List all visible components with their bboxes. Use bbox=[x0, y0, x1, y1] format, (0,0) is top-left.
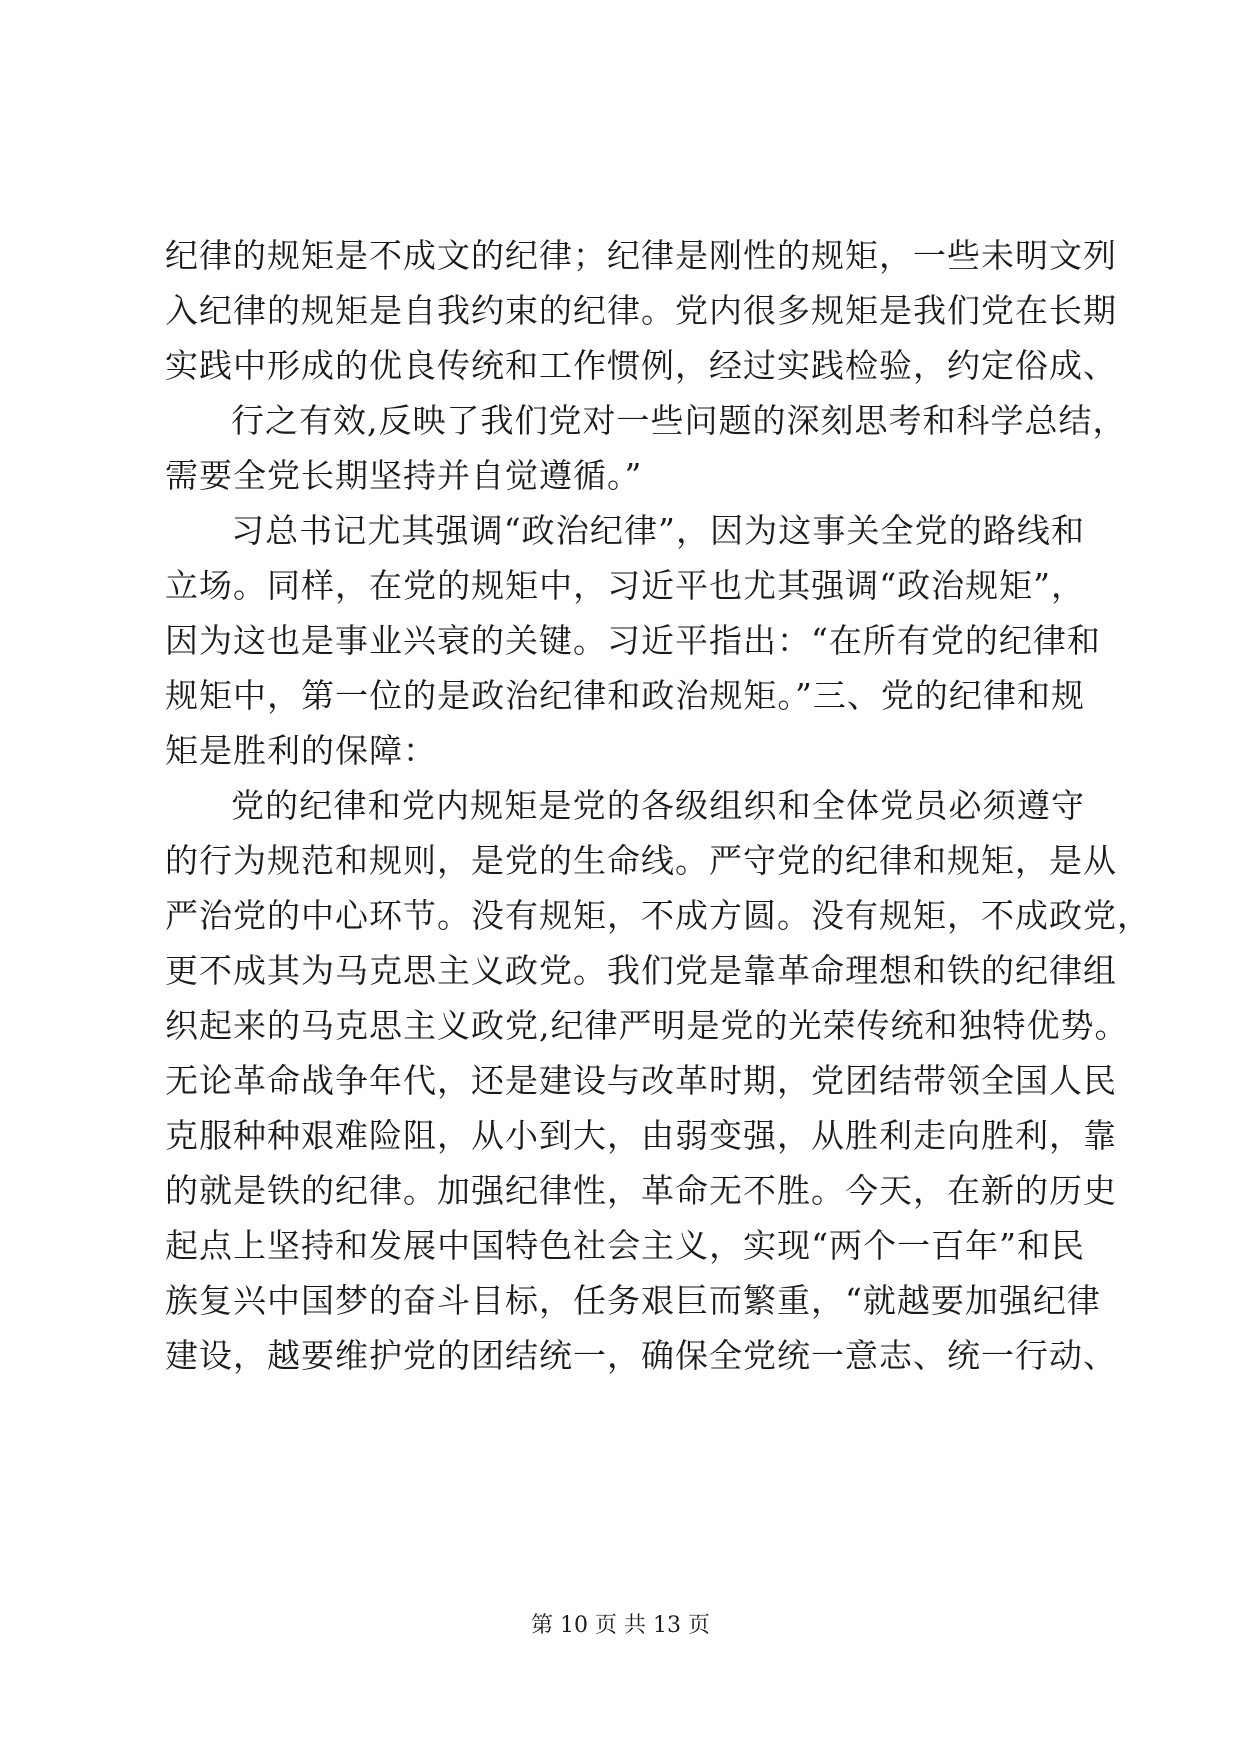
text-line: 规矩中，第一位的是政治纪律和政治规矩。”三、党的纪律和规 bbox=[165, 676, 1085, 715]
text-line: 需要全党长期坚持并自觉遵循。” bbox=[165, 456, 643, 495]
text-line: 无论革命战争年代，还是建设与改革时期，党团结带领全国人民 bbox=[165, 1061, 1117, 1100]
text-line: 的行为规范和规则，是党的生命线。严守党的纪律和规矩，是从 bbox=[165, 841, 1117, 880]
text-line: 起点上坚持和发展中国特色社会主义，实现“两个一百年”和民 bbox=[165, 1226, 1085, 1265]
text-line: 织起来的马克思主义政党,纪律严明是党的光荣传统和独特优势。 bbox=[165, 1006, 1129, 1045]
document-body bbox=[165, 228, 1151, 1383]
text-line: 立场。同样，在党的规矩中，习近平也尤其强调“政治规矩”， bbox=[165, 566, 1085, 605]
text-line: 矩是胜利的保障： bbox=[165, 731, 437, 770]
text-line: 严治党的中心环节。没有规矩，不成方圆。没有规矩，不成政党， bbox=[165, 896, 1151, 935]
text-line: 更不成其为马克思主义政党。我们党是靠革命理想和铁的纪律组 bbox=[165, 951, 1117, 990]
text-line: 建设，越要维护党的团结统一，确保全党统一意志、统一行动、 bbox=[165, 1336, 1117, 1375]
text-line: 族复兴中国梦的奋斗目标，任务艰巨而繁重，“就越要加强纪律 bbox=[165, 1281, 1101, 1320]
text-line: 的就是铁的纪律。加强纪律性，革命无不胜。今天，在新的历史 bbox=[165, 1171, 1117, 1210]
text-line: 党的纪律和党内规矩是党的各级组织和全体党员必须遵守 bbox=[231, 786, 1085, 825]
text-line: 入纪律的规矩是自我约束的纪律。党内很多规矩是我们党在长期 bbox=[165, 291, 1117, 330]
text-line: 纪律的规矩是不成文的纪律；纪律是刚性的规矩，一些未明文列 bbox=[165, 236, 1117, 275]
text-line: 因为这也是事业兴衰的关键。习近平指出：“在所有党的纪律和 bbox=[165, 621, 1101, 660]
text-line: 实践中形成的优良传统和工作惯例，经过实践检验，约定俗成、 bbox=[165, 346, 1117, 385]
text-line: 习总书记尤其强调“政治纪律”，因为这事关全党的路线和 bbox=[231, 511, 1085, 550]
text-line: 克服种种艰难险阻，从小到大，由弱变强，从胜利走向胜利，靠 bbox=[165, 1116, 1117, 1155]
page-number-footer: 第 10 页 共 13 页 bbox=[531, 1613, 710, 1638]
text-line: 行之有效,反映了我们党对一些问题的深刻思考和科学总结， bbox=[231, 401, 1127, 440]
